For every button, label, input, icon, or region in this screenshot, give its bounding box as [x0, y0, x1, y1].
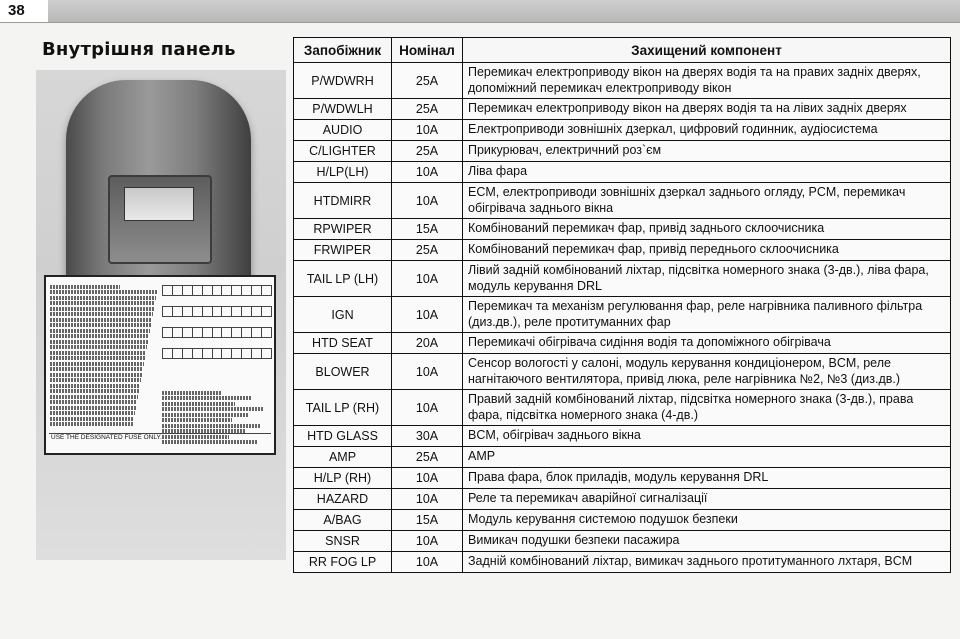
- label-text-line: [50, 290, 157, 294]
- label-text-line: [50, 312, 153, 316]
- label-grid-cell: [252, 307, 262, 316]
- table-row: [294, 297, 951, 333]
- label-text-line: [50, 351, 146, 355]
- label-grid-cell: [203, 328, 213, 337]
- label-grid-cell: [213, 307, 223, 316]
- rating-cell: 10A: [392, 183, 463, 219]
- label-grid-cell: [163, 307, 173, 316]
- component-cell: BCM, обігрівач заднього вікна: [463, 426, 951, 447]
- fuse-cell: BLOWER: [294, 354, 392, 390]
- label-grid-cell: [262, 349, 271, 358]
- label-grid-cell: [222, 307, 232, 316]
- fuse-cell: P/WDWLH: [294, 99, 392, 120]
- label-grid-cell: [183, 328, 193, 337]
- fuse-cell: P/WDWRH: [294, 63, 392, 99]
- component-cell: Прикурювач, електричний роз`єм: [463, 141, 951, 162]
- table-row: [294, 390, 951, 426]
- rating-cell: 10A: [392, 162, 463, 183]
- component-cell: Перемикач та механізм регулювання фар, реле нагрівника паливного фільтра (диз.дв.), реле протитуманних фар: [463, 297, 951, 333]
- fuse-cell: HAZARD: [294, 489, 392, 510]
- table-row: [294, 333, 951, 354]
- label-grid-cell: [232, 349, 242, 358]
- label-text-line: [50, 422, 133, 426]
- label-grid-cell: [242, 328, 252, 337]
- label-grid-cell: [262, 286, 271, 295]
- header-rating: Номінал: [392, 38, 463, 63]
- table-row: [294, 261, 951, 297]
- component-cell: Задній комбінований ліхтар, вимикач заднього протитуманного лхтаря, BCM: [463, 552, 951, 573]
- table-row: [294, 354, 951, 390]
- label-text-line: [162, 396, 251, 400]
- label-grid-cell: [183, 286, 193, 295]
- label-grid-cell: [193, 349, 203, 358]
- table-row: [294, 531, 951, 552]
- rating-cell: 15A: [392, 219, 463, 240]
- label-grid-cell: [163, 328, 173, 337]
- fuse-cell: RPWIPER: [294, 219, 392, 240]
- table-row: [294, 120, 951, 141]
- label-text-line: [50, 340, 148, 344]
- table-row: [294, 63, 951, 99]
- rating-cell: 10A: [392, 120, 463, 141]
- label-grid-cell: [262, 328, 271, 337]
- component-cell: Перемикач електроприводу вікон на дверях водія та на лівих задніх дверях: [463, 99, 951, 120]
- fuse-label-grid: [162, 285, 272, 369]
- fuse-cell: C/LIGHTER: [294, 141, 392, 162]
- component-cell: Реле та перемикач аварійної сигналізації: [463, 489, 951, 510]
- fuse-cell: TAIL LP (LH): [294, 261, 392, 297]
- table-row: [294, 141, 951, 162]
- rating-cell: 10A: [392, 261, 463, 297]
- fuse-cell: HTDMIRR: [294, 183, 392, 219]
- fuse-label-grid-row: [162, 306, 272, 317]
- label-grid-cell: [222, 349, 232, 358]
- component-cell: ECM, електроприводи зовнішніх дзеркал заднього огляду, PCM, перемикач обігрівача заднього вікна: [463, 183, 951, 219]
- label-grid-cell: [252, 349, 262, 358]
- fuse-cell: A/BAG: [294, 510, 392, 531]
- table-row: [294, 426, 951, 447]
- table-row: [294, 99, 951, 120]
- label-grid-cell: [213, 349, 223, 358]
- label-grid-cell: [163, 286, 173, 295]
- label-text-line: [50, 411, 135, 415]
- label-text-line: [50, 389, 139, 393]
- rating-cell: 10A: [392, 354, 463, 390]
- label-grid-cell: [173, 328, 183, 337]
- label-grid-cell: [203, 286, 213, 295]
- label-grid-cell: [173, 286, 183, 295]
- label-text-line: [50, 307, 154, 311]
- label-grid-cell: [173, 307, 183, 316]
- fuse-label-list: [50, 283, 158, 428]
- label-text-line: [50, 285, 120, 289]
- label-grid-cell: [213, 328, 223, 337]
- page-header-bar: [0, 0, 960, 23]
- fuse-label-grid-row: [162, 285, 272, 296]
- component-cell: Права фара, блок приладів, модуль керування DRL: [463, 468, 951, 489]
- rating-cell: 25A: [392, 99, 463, 120]
- fuse-cell: RR FOG LP: [294, 552, 392, 573]
- label-text-line: [162, 402, 235, 406]
- label-grid-cell: [193, 328, 203, 337]
- component-cell: Правий задній комбінований ліхтар, підсвітка номерного знака (3-дв.), права фара, підсвітка номерного знака (4-дв.): [463, 390, 951, 426]
- fuse-cell: HTD SEAT: [294, 333, 392, 354]
- label-grid-cell: [193, 307, 203, 316]
- table-row: [294, 183, 951, 219]
- fuse-table-container: [293, 37, 950, 573]
- label-grid-cell: [183, 349, 193, 358]
- table-row: [294, 240, 951, 261]
- label-text-line: [50, 406, 136, 410]
- label-text-line: [50, 362, 144, 366]
- component-cell: Комбінований перемикач фар, привід переднього склоочисника: [463, 240, 951, 261]
- component-cell: Модуль керування системою подушок безпеки: [463, 510, 951, 531]
- label-text-line: [50, 329, 150, 333]
- rating-cell: 25A: [392, 141, 463, 162]
- component-cell: AMP: [463, 447, 951, 468]
- fuse-cell: HTD GLASS: [294, 426, 392, 447]
- label-grid-cell: [232, 307, 242, 316]
- label-grid-cell: [242, 286, 252, 295]
- label-text-line: [50, 417, 134, 421]
- rating-cell: 10A: [392, 489, 463, 510]
- label-text-line: [50, 318, 152, 322]
- label-grid-cell: [173, 349, 183, 358]
- component-cell: Електроприводи зовнішніх дзеркал, цифровий годинник, аудіосистема: [463, 120, 951, 141]
- fuse-box-photo: [36, 70, 286, 560]
- label-grid-cell: [213, 286, 223, 295]
- label-text-line: [50, 400, 137, 404]
- table-row: [294, 219, 951, 240]
- label-grid-cell: [222, 286, 232, 295]
- fuse-label-card: [44, 275, 276, 455]
- rating-cell: 25A: [392, 447, 463, 468]
- label-grid-cell: [232, 286, 242, 295]
- rating-cell: 10A: [392, 531, 463, 552]
- label-text-line: [50, 323, 151, 327]
- label-grid-cell: [203, 349, 213, 358]
- rating-cell: 10A: [392, 552, 463, 573]
- label-text-line: [50, 384, 140, 388]
- rating-cell: 10A: [392, 390, 463, 426]
- rating-cell: 20A: [392, 333, 463, 354]
- label-text-line: [50, 296, 156, 300]
- label-grid-cell: [193, 286, 203, 295]
- section-title: Внутрішня панель: [42, 39, 236, 60]
- label-text-line: [50, 334, 149, 338]
- component-cell: Вимикач подушки безпеки пасажира: [463, 531, 951, 552]
- component-cell: Перемикач електроприводу вікон на дверях водія та на правих задніх дверях, допоміжний перемикач електроприводу вікон: [463, 63, 951, 99]
- fuse-box-cover-window: [124, 187, 194, 221]
- fuse-table: [293, 37, 951, 573]
- table-row: [294, 162, 951, 183]
- label-grid-cell: [252, 328, 262, 337]
- label-text-line: [162, 407, 264, 411]
- fuse-cell: H/LP(LH): [294, 162, 392, 183]
- label-text-line: [50, 356, 145, 360]
- table-row: [294, 447, 951, 468]
- table-header-row: [294, 38, 951, 63]
- fuse-cell: H/LP (RH): [294, 468, 392, 489]
- fuse-cell: AUDIO: [294, 120, 392, 141]
- label-text-line: [50, 395, 138, 399]
- header-fuse: Запобіжник: [294, 38, 392, 63]
- label-grid-cell: [163, 349, 173, 358]
- fuse-label-footer: USE THE DESIGNATED FUSE ONLY.: [49, 433, 271, 450]
- label-text-line: [50, 378, 141, 382]
- page-number: 38: [0, 0, 48, 22]
- fuse-cell: TAIL LP (RH): [294, 390, 392, 426]
- table-row: [294, 510, 951, 531]
- table-row: [294, 489, 951, 510]
- component-cell: Лівий задній комбінований ліхтар, підсвітка номерного знака (3-дв.), ліва фара, модуль керування DRL: [463, 261, 951, 297]
- rating-cell: 25A: [392, 63, 463, 99]
- label-grid-cell: [252, 286, 262, 295]
- label-text-line: [50, 301, 155, 305]
- fuse-label-grid-row: [162, 348, 272, 359]
- fuse-box-cover-recess: [108, 175, 212, 264]
- rating-cell: 25A: [392, 240, 463, 261]
- fuse-cell: FRWIPER: [294, 240, 392, 261]
- label-grid-cell: [262, 307, 271, 316]
- fuse-cell: IGN: [294, 297, 392, 333]
- label-text-line: [162, 424, 261, 428]
- label-text-line: [162, 413, 248, 417]
- label-grid-cell: [232, 328, 242, 337]
- label-grid-cell: [242, 307, 252, 316]
- label-text-line: [50, 367, 143, 371]
- component-cell: Сенсор вологості у салоні, модуль керування кондиціонером, BCM, реле нагнітаючого вентилятора, привід люка, реле нагрівника №2, №3 (диз.дв.): [463, 354, 951, 390]
- label-grid-cell: [242, 349, 252, 358]
- rating-cell: 10A: [392, 297, 463, 333]
- label-grid-cell: [222, 328, 232, 337]
- label-grid-cell: [183, 307, 193, 316]
- table-row: [294, 468, 951, 489]
- rating-cell: 10A: [392, 468, 463, 489]
- fuse-cell: AMP: [294, 447, 392, 468]
- table-row: [294, 552, 951, 573]
- component-cell: Ліва фара: [463, 162, 951, 183]
- component-cell: Перемикачі обігрівача сидіння водія та допоміжного обігрівача: [463, 333, 951, 354]
- fuse-label-grid-row: [162, 327, 272, 338]
- rating-cell: 30A: [392, 426, 463, 447]
- label-text-line: [50, 373, 142, 377]
- header-component: Захищений компонент: [463, 38, 951, 63]
- label-text-line: [162, 418, 232, 422]
- label-text-line: [50, 345, 147, 349]
- component-cell: Комбінований перемикач фар, привід заднього склоочисника: [463, 219, 951, 240]
- rating-cell: 15A: [392, 510, 463, 531]
- label-grid-cell: [203, 307, 213, 316]
- fuse-cell: SNSR: [294, 531, 392, 552]
- label-text-line: [162, 391, 222, 395]
